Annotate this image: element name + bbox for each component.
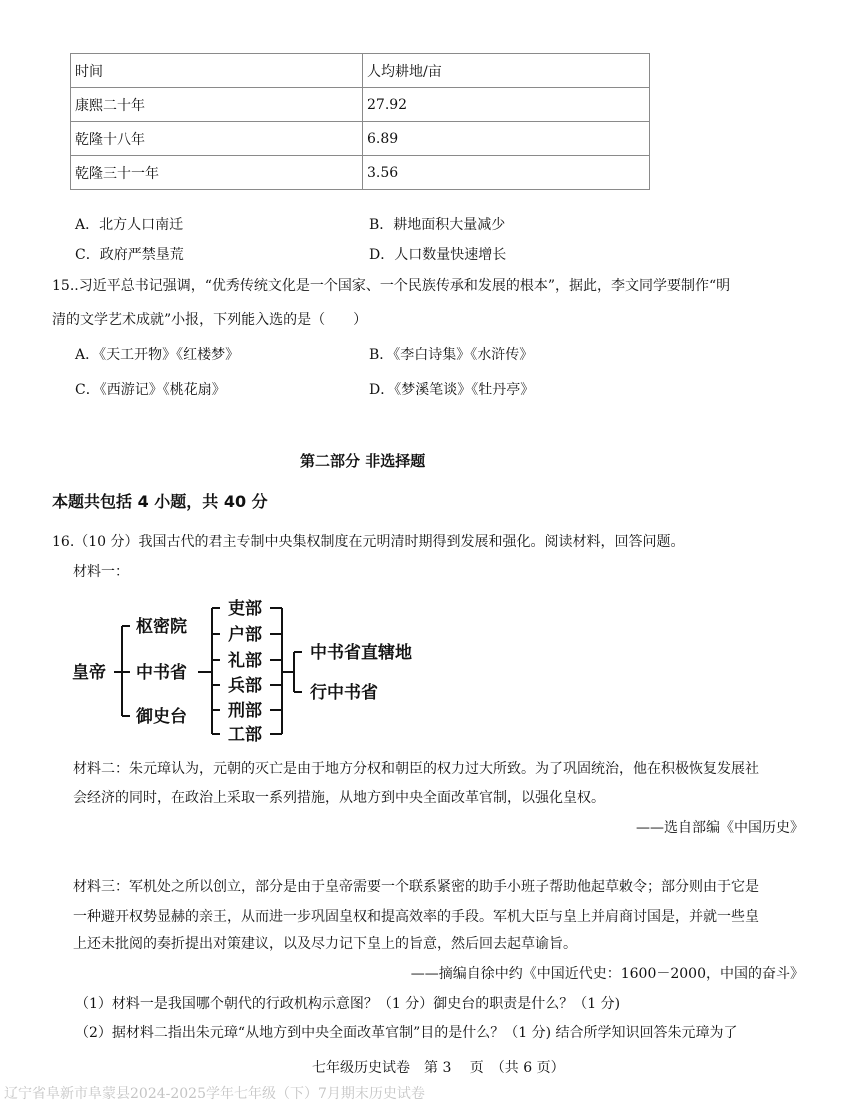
- table-header-cell: 时间: [71, 54, 363, 88]
- q16-sub2: （2）据材料二指出朱元璋“从地方到中央全面改革官制”目的是什么？（1 分) 结合所学知识回答朱元璋为了: [75, 1025, 738, 1041]
- q15-stem-line2: 清的文学艺术成就”小报，下列能入选的是（ ）: [52, 312, 368, 328]
- q15-option-a: A．《天工开物》《红楼梦》: [75, 347, 240, 363]
- q15-stem-line1: 15..习近平总书记强调，“优秀传统文化是一个国家、一个民族传承和发展的根本”，据此，李文同学要制作“明: [52, 278, 731, 294]
- q16-sub1: （1）材料一是我国哪个朝代的行政机构示意图？（1 分）御史台的职责是什么？（1 分): [75, 996, 621, 1012]
- table-row: [71, 122, 650, 156]
- table-cell: 3.56: [363, 156, 650, 190]
- q16-stem: 16.（10 分）我国古代的君主专制中央集权制度在元明清时期得到发展和强化。阅读材料，回答问题。: [52, 534, 685, 550]
- table-header-row: [71, 54, 650, 88]
- material2-line1: 材料二：朱元璋认为，元朝的灭亡是由于地方分权和朝臣的权力过大所致。为了巩固统治，他在积极恢复发展社: [73, 761, 759, 777]
- part2-subtitle: 本题共包括 4 小题，共 40 分: [52, 492, 268, 511]
- table-cell: 乾隆三十一年: [71, 156, 363, 190]
- table-row: [71, 88, 650, 122]
- q14-option-a: A．北方人口南迁: [75, 217, 184, 233]
- q15-option-d: D．《梦溪笔谈》《牡丹亭》: [369, 382, 535, 398]
- material3-line1: 材料三：军机处之所以创立，部分是由于皇帝需要一个联系紧密的助手小班子帮助他起草敕令；部分则由于它是: [73, 879, 759, 895]
- diagram-right-item: 行中书省: [310, 683, 378, 703]
- material3-source: ——摘编自徐中约《中国近代史：1600－2000，中国的奋斗》: [410, 966, 804, 982]
- q15-option-b: B．《李白诗集》《水浒传》: [369, 347, 534, 363]
- diagram-emperor: 皇帝: [72, 663, 106, 683]
- population-farmland-table: [70, 53, 650, 190]
- material2-line2: 会经济的同时，在政治上采取一系列措施，从地方到中央全面改革官制，以强化皇权。: [73, 790, 605, 806]
- material2-source: ——选自部编《中国历史》: [636, 820, 804, 836]
- q14-option-b: B．耕地面积大量减少: [369, 217, 506, 233]
- diagram-ministry: 户部: [228, 625, 262, 645]
- diagram-ministry: 吏部: [228, 599, 262, 619]
- diagram-ministry: 兵部: [228, 676, 262, 696]
- diagram-right-item: 中书省直辖地: [310, 643, 412, 663]
- table-header-cell: 人均耕地/亩: [363, 54, 650, 88]
- diagram-left-item: 御史台: [136, 707, 187, 727]
- table-cell: 乾隆十八年: [71, 122, 363, 156]
- diagram-left-item: 中书省: [136, 663, 187, 683]
- table-cell: 6.89: [363, 122, 650, 156]
- diagram-ministry: 刑部: [228, 701, 262, 721]
- watermark-text: 辽宁省阜新市阜蒙县2024-2025学年七年级（下）7月期末历史试卷: [4, 1086, 425, 1102]
- material3-line2: 一种避开权势显赫的亲王，从而进一步巩固皇权和提高效率的手段。军机大臣与皇上并肩商讨国是，并就一些皇: [73, 909, 759, 925]
- table-cell: 康熙二十年: [71, 88, 363, 122]
- material1-label: 材料一：: [73, 564, 129, 580]
- yuan-admin-diagram: [70, 584, 450, 744]
- material3-line3: 上还未批阅的奏折提出对策建议，以及尽力记下皇上的旨意，然后回去起草谕旨。: [73, 936, 577, 952]
- q14-option-d: D．人口数量快速增长: [369, 247, 507, 263]
- table-cell: 27.92: [363, 88, 650, 122]
- diagram-ministry: 工部: [228, 725, 262, 744]
- table-row: [71, 156, 650, 190]
- diagram-ministry: 礼部: [228, 651, 262, 671]
- part2-title: 第二部分 非选择题: [300, 452, 426, 470]
- q15-option-c: C．《西游记》《桃花扇》: [75, 382, 226, 398]
- page-footer: 七年级历史试卷 第 3 页 （共 6 页）: [312, 1060, 565, 1076]
- q14-option-c: C．政府严禁垦荒: [75, 247, 184, 263]
- diagram-left-item: 枢密院: [136, 617, 187, 637]
